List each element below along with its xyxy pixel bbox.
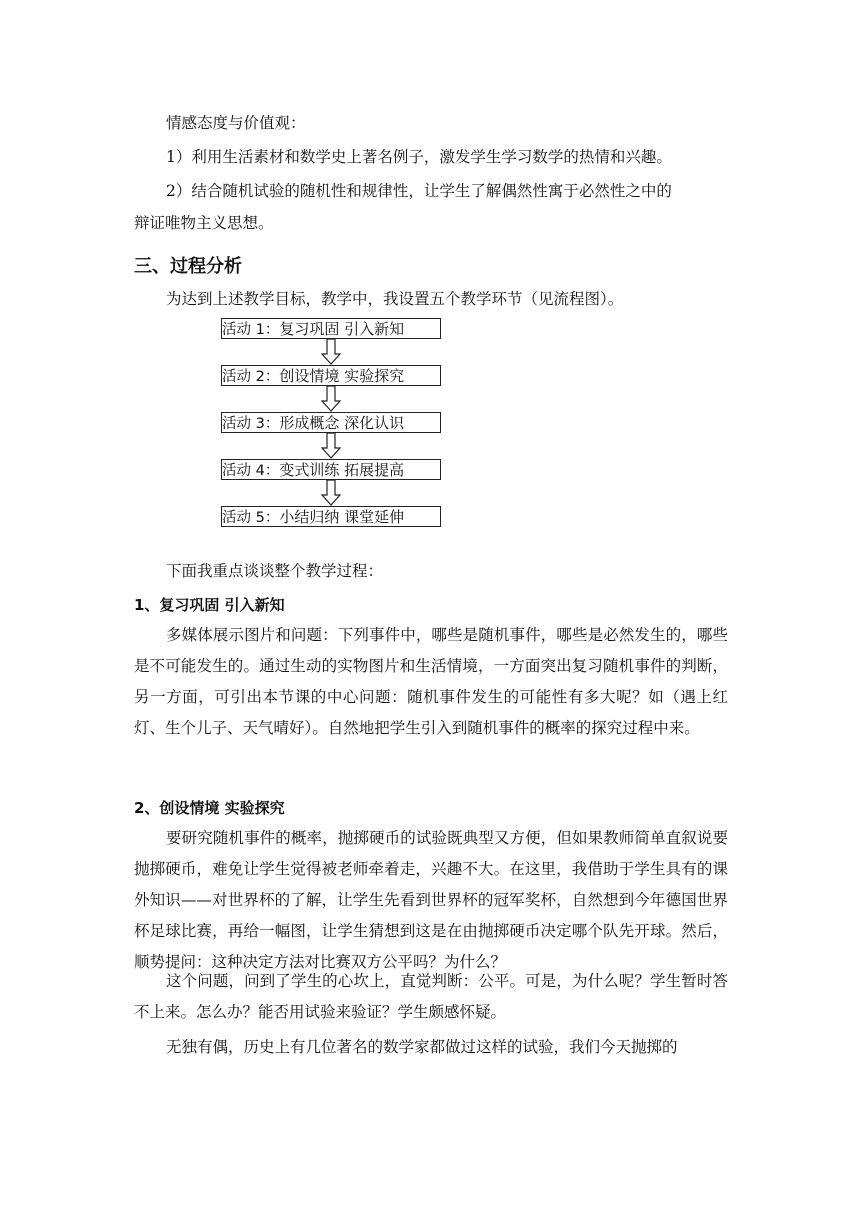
down-arrow-icon (221, 386, 441, 412)
flow-step-5 (221, 506, 441, 527)
flow-step-1 (221, 318, 441, 339)
flow-step-4 (221, 459, 441, 480)
down-arrow-icon (221, 480, 441, 506)
flow-step-text: 复习巩固 引入新知 (279, 320, 405, 338)
step-2-title: 2、创设情境 实验探究 (134, 799, 285, 817)
step-2-body-3: 无独有偶，历史上有几位著名的数学家都做过这样的试验，我们今天抛掷的 (166, 1038, 678, 1056)
flow-step-label: 活动 4： (222, 463, 280, 479)
flow-step-text: 形成概念 深化认识 (279, 414, 405, 432)
process-intro: 下面我重点谈谈整个教学过程： (166, 562, 384, 580)
step-1-title: 1、复习巩固 引入新知 (134, 596, 285, 614)
flow-step-text: 变式训练 拓展提高 (279, 461, 405, 479)
down-arrow-icon (221, 339, 441, 365)
flowchart (221, 318, 441, 527)
flow-step-label: 活动 2： (222, 369, 280, 385)
flow-step-label: 活动 3： (222, 416, 280, 432)
flow-step-text: 创设情境 实验探究 (279, 367, 405, 385)
section-3-title: 三、过程分析 (134, 256, 242, 277)
goal-item-1: 1）利用生活素材和数学史上著名例子，激发学生学习数学的热情和兴趣。 (166, 148, 672, 166)
flow-step-2 (221, 365, 441, 386)
step-2-body-1: 要研究随机事件的概率，抛掷硬币的试验既典型又方便，但如果教师简单直叙说要抛掷硬币，难免让学生觉得被老师牵着走，兴趣不大。在这里，我借助于学生具有的课外知识——对世界杯的了解，让学生先看到世界杯的冠军奖杯，自然想到今年德国世界杯足球比赛，再给一幅图，让学生猜想到这是在由抛掷硬币决定哪个队先开球。然后，顺势提问：这种决定方法对比赛双方公平吗？为什么？ (134, 829, 728, 971)
step-2-body-2: 这个问题，问到了学生的心坎上，直觉判断：公平。可是，为什么呢？学生暂时答不上来。怎么办？能否用试验来验证？学生颇感怀疑。 (134, 972, 728, 1021)
flow-step-3 (221, 412, 441, 433)
flow-step-label: 活动 1： (222, 322, 280, 338)
goal-item-2-line-2: 辩证唯物主义思想。 (134, 214, 274, 232)
section-3-intro: 为达到上述教学目标，教学中，我设置五个教学环节（见流程图）。 (166, 290, 624, 308)
goal-item-2-line-1: 2）结合随机试验的随机性和规律性，让学生了解偶然性寓于必然性之中的 (166, 182, 672, 200)
flow-step-label: 活动 5： (222, 510, 280, 526)
down-arrow-icon (221, 433, 441, 459)
flow-step-text: 小结归纳 课堂延伸 (279, 508, 405, 526)
step-1-body: 多媒体展示图片和问题：下列事件中，哪些是随机事件，哪些是必然发生的，哪些是不可能发生的。通过生动的实物图片和生活情境，一方面突出复习随机事件的判断，另一方面，可引出本节课的中心问题：随机事件发生的可能性有多大呢？如（遇上红灯、生个儿子、天气晴好）。自然地把学生引入到随机事件的概率的探究过程中来。 (134, 626, 728, 737)
goals-heading: 情感态度与价值观： (166, 114, 306, 132)
